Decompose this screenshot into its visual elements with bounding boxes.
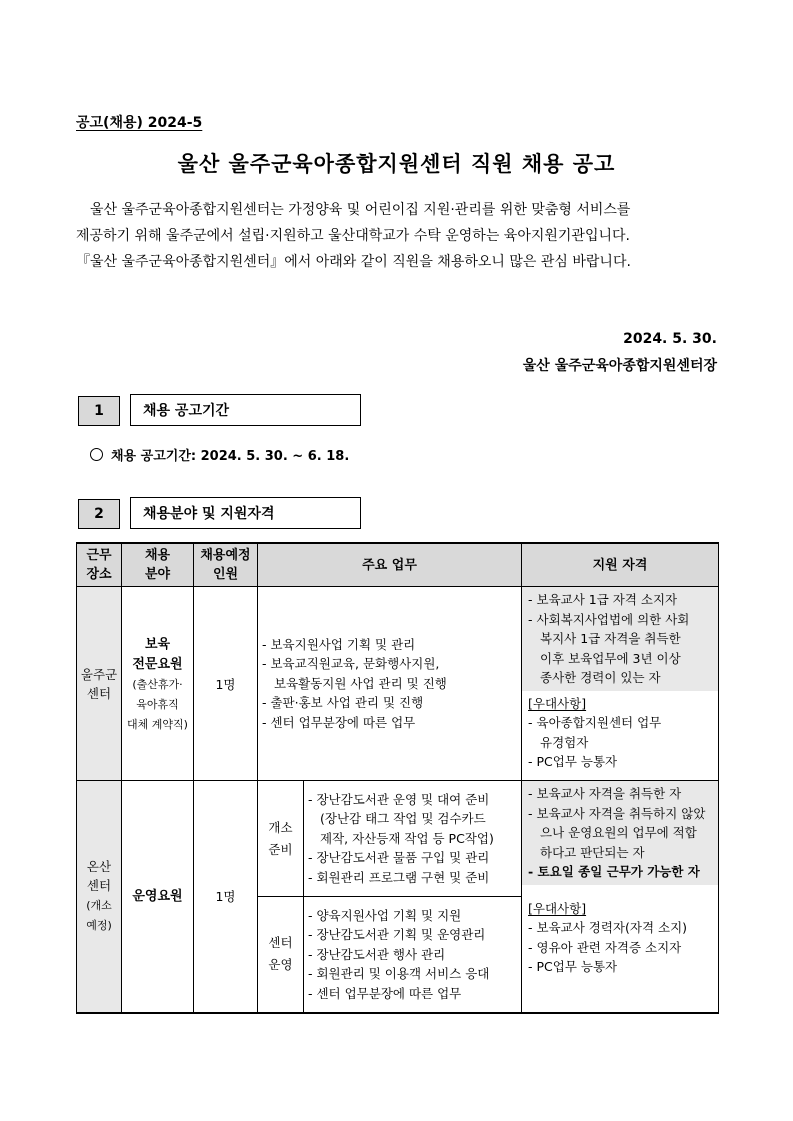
section-1-number: 1 <box>78 396 120 426</box>
circle-bullet-icon <box>90 448 103 461</box>
duty-item: 제작, 자산등재 작업 등 PC작업) <box>320 830 494 846</box>
header-location: 근무 장소 <box>77 543 122 587</box>
job-table <box>76 542 719 1014</box>
duty-item: - 보육지원사업 기획 및 관리 <box>262 636 416 652</box>
count-cell: 1명 <box>194 587 258 781</box>
duty-item: - 회원관리 프로그램 구현 및 준비 <box>308 869 490 885</box>
qualification-item: - 보육교사 자격을 취득하지 않았 <box>528 805 706 821</box>
intro-line: 제공하기 위해 울주군에서 설립·지원하고 울산대학교가 수탁 운영하는 육아지원기관입니다. <box>76 228 630 244</box>
qualifications-cell <box>522 587 719 781</box>
sub-category-cell: 센터 운영 <box>258 897 304 1013</box>
duty-item: - 장난감도서관 운영 및 대여 준비 <box>308 791 490 807</box>
location-cell: 온산 센터 (개소 예정) <box>77 781 122 1013</box>
page-title: 울산 울주군육아종합지원센터 직원 채용 공고 <box>177 152 616 176</box>
preferences <box>522 885 718 980</box>
duty-item: - 센터 업무분장에 따른 업무 <box>262 714 416 730</box>
location-cell: 울주군 센터 <box>77 587 122 781</box>
application-period <box>90 445 349 464</box>
period-text: 채용 공고기간: 2024. 5. 30. ~ 6. 18. <box>111 449 350 464</box>
field-cell: 운영요원 <box>122 781 194 1013</box>
preference-label: [우대사항] <box>528 900 587 916</box>
qualifications-cell <box>522 781 719 1013</box>
duty-item: - 보육교직원교육, 문화행사지원, <box>262 656 440 672</box>
duty-item: - 장난감도서관 행사 관리 <box>308 946 446 962</box>
duty-item: - 출판·홍보 사업 관리 및 진행 <box>262 695 424 711</box>
qualification-item: - 보육교사 1급 자격 소지자 <box>528 592 678 607</box>
header-field: 채용 분야 <box>122 543 194 587</box>
header-qualifications: 지원 자격 <box>522 543 719 587</box>
qualification-item: - 보육교사 자격을 취득한 자 <box>528 786 682 801</box>
preference-item: - PC업무 능통자 <box>528 959 618 974</box>
qualification-item: - 사회복지사업법에 의한 사회 <box>528 611 690 627</box>
required-qualifications <box>522 587 718 691</box>
qualification-item: 으나 운영요원의 업무에 적합 <box>540 825 697 840</box>
qualification-item: 종사한 경력이 있는 자 <box>540 670 661 685</box>
preference-item: - 영유아 관련 자격증 소지자 <box>528 939 682 955</box>
duty-item: 보육활동지원 사업 관리 및 진행 <box>274 675 447 691</box>
duty-item: - 양육지원사업 기획 및 지원 <box>308 907 462 923</box>
header-count: 채용예정 인원 <box>194 543 258 587</box>
preference-item: - 육아종합지원센터 업무 <box>528 715 662 730</box>
preference-item: 유경험자 <box>540 734 589 750</box>
preference-item: - 보육교사 경력자(자격 소지) <box>528 920 688 935</box>
qualification-item-bold: - 토요일 종일 근무가 가능한 자 <box>528 864 700 879</box>
section-2-number: 2 <box>78 499 120 529</box>
duties-cell <box>304 897 522 1013</box>
intro-line: 『울산 울주군육아종합지원센터』에서 아래와 같이 직원을 채용하오니 많은 관심 바랍니다. <box>76 254 631 270</box>
sub-category-cell: 개소 준비 <box>258 781 304 897</box>
qualification-item: 이후 보육업무에 3년 이상 <box>540 650 681 666</box>
duties-cell <box>304 781 522 897</box>
duty-item: - 장난감도서관 물품 구입 및 관리 <box>308 850 490 866</box>
duty-item: - 센터 업무분장에 따른 업무 <box>308 985 462 1001</box>
announcement-date: 2024. 5. 30. <box>623 331 717 347</box>
intro-line: 울산 울주군육아종합지원센터는 가정양육 및 어린이집 지원·관리를 위한 맞춤형 서비스를 <box>90 202 631 218</box>
table-row <box>77 781 719 897</box>
qualification-item: 하다고 판단되는 자 <box>540 844 645 860</box>
duty-item: (장난감 태그 작업 및 검수카드 <box>320 811 486 827</box>
issuer: 울산 울주군육아종합지원센터장 <box>522 358 717 374</box>
count-cell: 1명 <box>194 781 258 1013</box>
table-row <box>77 587 719 781</box>
header-duties: 주요 업무 <box>258 543 522 587</box>
notice-number: 공고(채용) 2024-5 <box>76 115 203 131</box>
preference-item: - PC업무 능통자 <box>528 754 618 769</box>
qualification-item: 복지사 1급 자격을 취득한 <box>540 631 681 646</box>
intro-paragraph <box>76 197 718 275</box>
duty-item: - 장난감도서관 기획 및 운영관리 <box>308 927 486 942</box>
table-header-row <box>77 543 719 587</box>
preferences <box>522 691 718 775</box>
duty-item: - 회원관리 및 이용객 서비스 응대 <box>308 966 490 981</box>
section-1-title: 채용 공고기간 <box>130 394 361 426</box>
preference-label: [우대사항] <box>528 695 587 711</box>
section-2-title: 채용분야 및 지원자격 <box>130 497 361 529</box>
required-qualifications <box>522 781 718 885</box>
duties-cell <box>258 587 522 781</box>
field-cell: 보육 전문요원 (출산휴가· 육아휴직 대체 계약직) <box>122 587 194 781</box>
